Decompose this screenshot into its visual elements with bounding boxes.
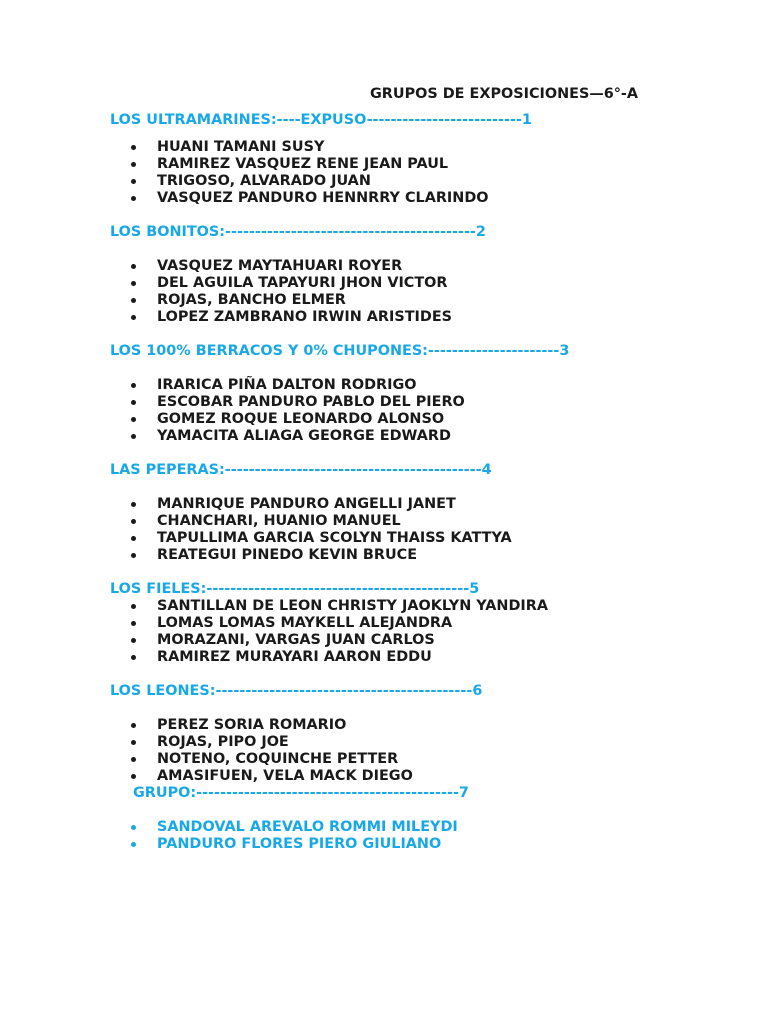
bullet-icon xyxy=(131,638,136,643)
bullet-icon xyxy=(131,553,136,558)
bullet-icon xyxy=(131,162,136,167)
member-list-2 xyxy=(0,258,452,326)
bullet-icon xyxy=(131,655,136,660)
bullet-icon xyxy=(131,383,136,388)
group-heading-4: LAS PEPERAS:-------------------------------------------4 xyxy=(110,462,492,478)
member-name: SANDOVAL AREVALO ROMMI MILEYDI xyxy=(157,819,458,835)
bullet-icon xyxy=(131,502,136,507)
bullet-icon xyxy=(131,434,136,439)
list-item xyxy=(0,377,465,394)
member-name: HUANI TAMANI SUSY xyxy=(157,139,325,155)
list-item xyxy=(0,309,452,326)
bullet-icon xyxy=(131,723,136,728)
bullet-icon xyxy=(131,264,136,269)
member-name: IRARICA PIÑA DALTON RODRIGO xyxy=(157,377,417,393)
member-name: RAMIREZ VASQUEZ RENE JEAN PAUL xyxy=(157,156,449,172)
list-item xyxy=(0,836,458,853)
bullet-icon xyxy=(131,825,136,830)
bullet-icon xyxy=(131,536,136,541)
member-name: DEL AGUILA TAPAYURI JHON VICTOR xyxy=(157,275,448,291)
list-item xyxy=(0,547,512,564)
bullet-icon xyxy=(131,298,136,303)
member-name: MANRIQUE PANDURO ANGELLI JANET xyxy=(157,496,456,512)
bullet-icon xyxy=(131,315,136,320)
member-name: LOPEZ ZAMBRANO IRWIN ARISTIDES xyxy=(157,309,453,325)
bullet-icon xyxy=(131,196,136,201)
bullet-icon xyxy=(131,842,136,847)
group-heading-6: LOS LEONES:-------------------------------------------6 xyxy=(110,683,483,699)
list-item xyxy=(0,632,548,649)
member-name: ROJAS, BANCHO ELMER xyxy=(157,292,346,308)
list-item xyxy=(0,292,452,309)
list-item xyxy=(0,275,452,292)
member-list-1 xyxy=(0,139,489,207)
bullet-icon xyxy=(131,400,136,405)
list-item xyxy=(0,734,413,751)
member-name: TRIGOSO, ALVARADO JUAN xyxy=(157,173,371,189)
member-list-5 xyxy=(0,598,548,666)
list-item xyxy=(0,139,489,156)
member-list-4 xyxy=(0,496,512,564)
group-heading-1: LOS ULTRAMARINES:----EXPUSO--------------------------1 xyxy=(110,112,532,128)
group-heading-2: LOS BONITOS:------------------------------------------2 xyxy=(110,224,486,240)
bullet-icon xyxy=(131,757,136,762)
list-item xyxy=(0,156,489,173)
member-name: PANDURO FLORES PIERO GIULIANO xyxy=(157,836,442,852)
bullet-icon xyxy=(131,417,136,422)
list-item xyxy=(0,615,548,632)
member-name: CHANCHARI, HUANIO MANUEL xyxy=(157,513,401,529)
member-name: LOMAS LOMAS MAYKELL ALEJANDRA xyxy=(157,615,453,631)
member-name: TAPULLIMA GARCIA SCOLYN THAISS KATTYA xyxy=(157,530,512,546)
member-list-6 xyxy=(0,717,413,785)
bullet-icon xyxy=(131,145,136,150)
member-name: PEREZ SORIA ROMARIO xyxy=(157,717,347,733)
member-name: ROJAS, PIPO JOE xyxy=(157,734,289,750)
member-name: MORAZANI, VARGAS JUAN CARLOS xyxy=(157,632,435,648)
bullet-icon xyxy=(131,604,136,609)
bullet-icon xyxy=(131,179,136,184)
list-item xyxy=(0,717,413,734)
document-title: GRUPOS DE EXPOSICIONES—6°-A xyxy=(370,86,639,102)
list-item xyxy=(0,751,413,768)
list-item xyxy=(0,394,465,411)
list-item xyxy=(0,173,489,190)
list-item xyxy=(0,649,548,666)
member-name: VASQUEZ MAYTAHUARI ROYER xyxy=(157,258,403,274)
list-item xyxy=(0,496,512,513)
bullet-icon xyxy=(131,740,136,745)
member-name: VASQUEZ PANDURO HENNRRY CLARINDO xyxy=(157,190,489,206)
list-item xyxy=(0,768,413,785)
list-item xyxy=(0,530,512,547)
member-list-3 xyxy=(0,377,465,445)
member-name: NOTENO, COQUINCHE PETTER xyxy=(157,751,399,767)
member-name: SANTILLAN DE LEON CHRISTY JAOKLYN YANDIRA xyxy=(157,598,548,614)
bullet-icon xyxy=(131,774,136,779)
group-heading-3: LOS 100% BERRACOS Y 0% CHUPONES:----------------------3 xyxy=(110,343,570,359)
member-name: REATEGUI PINEDO KEVIN BRUCE xyxy=(157,547,418,563)
member-name: GOMEZ ROQUE LEONARDO ALONSO xyxy=(157,411,445,427)
list-item xyxy=(0,258,452,275)
member-name: AMASIFUEN, VELA MACK DIEGO xyxy=(157,768,413,784)
list-item xyxy=(0,513,512,530)
member-list-7 xyxy=(0,819,458,853)
list-item xyxy=(0,819,458,836)
group-heading-7: GRUPO:--------------------------------------------7 xyxy=(133,785,469,801)
member-name: RAMIREZ MURAYARI AARON EDDU xyxy=(157,649,432,665)
list-item xyxy=(0,598,548,615)
member-name: ESCOBAR PANDURO PABLO DEL PIERO xyxy=(157,394,465,410)
bullet-icon xyxy=(131,621,136,626)
list-item xyxy=(0,190,489,207)
list-item xyxy=(0,428,465,445)
group-heading-5: LOS FIELES:--------------------------------------------5 xyxy=(110,581,480,597)
bullet-icon xyxy=(131,281,136,286)
list-item xyxy=(0,411,465,428)
member-name: YAMACITA ALIAGA GEORGE EDWARD xyxy=(157,428,451,444)
bullet-icon xyxy=(131,519,136,524)
